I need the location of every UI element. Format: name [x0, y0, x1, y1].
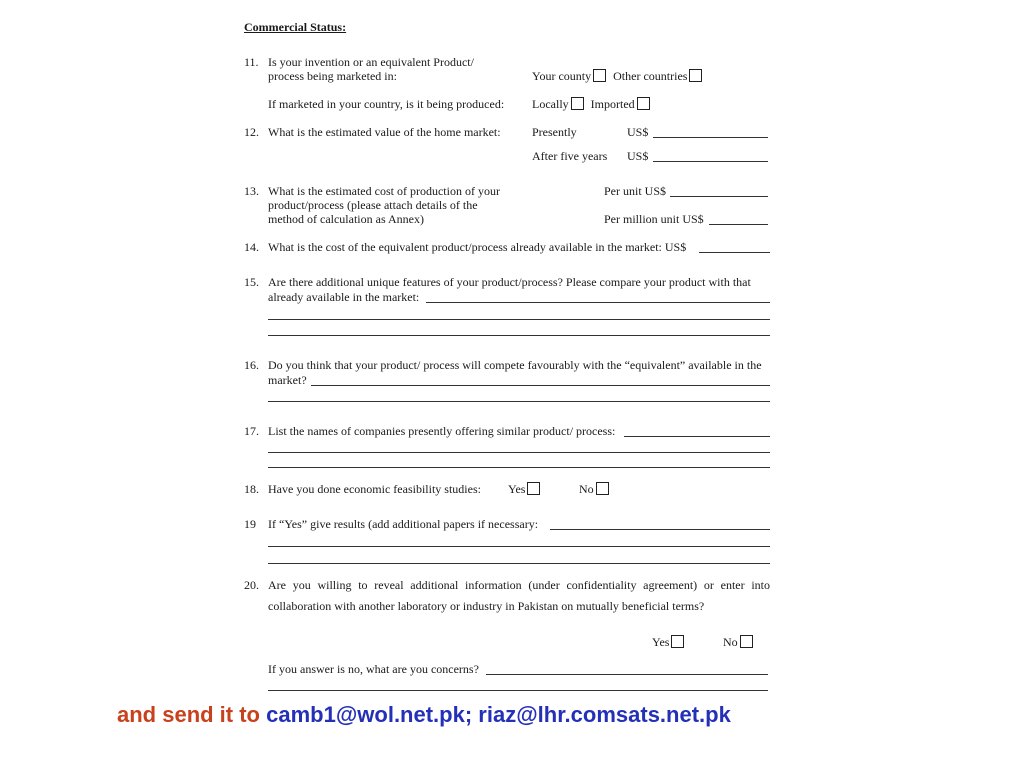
- q15-answer-line[interactable]: [268, 319, 770, 320]
- q19-number: 19: [244, 517, 256, 531]
- q18-no-option: [579, 482, 609, 496]
- other-countries-checkbox[interactable]: [689, 69, 702, 82]
- feasibility-yes-checkbox[interactable]: [527, 482, 540, 495]
- option-label: Your county: [532, 69, 592, 83]
- q16-text-line1: Do you think that your product/ process will compete favourably with the “equivalent” available in the: [268, 358, 762, 372]
- option-label: Other countries: [613, 69, 688, 83]
- q20-number: 20.: [244, 578, 259, 592]
- reveal-no-checkbox[interactable]: [740, 635, 753, 648]
- q11-option-produced: [532, 97, 650, 111]
- q13-text-line2: product/process (please attach details of the: [268, 198, 478, 212]
- concern-answer-line[interactable]: [486, 674, 768, 675]
- q16-answer-line[interactable]: [268, 401, 770, 402]
- q17-text: List the names of companies presently offering similar product/ process:: [268, 424, 616, 438]
- q15-answer-line[interactable]: [268, 335, 770, 336]
- q20-text-line1: Are you willing to reveal additional information (under confidentiality agreement) or enter into: [268, 578, 770, 592]
- option-label: Locally: [532, 97, 569, 111]
- q18-yes-option: [508, 482, 540, 496]
- q20-text-line2: collaboration with another laboratory or industry in Pakistan on mutually beneficial terms?: [268, 599, 705, 613]
- q12-currency-1: US$: [627, 125, 649, 139]
- q12-presently-label: Presently: [532, 125, 577, 139]
- q14-text: What is the cost of the equivalent product/process already available in the market: US$: [268, 240, 687, 254]
- q19-answer-line[interactable]: [268, 546, 770, 547]
- locally-checkbox[interactable]: [571, 97, 584, 110]
- q18-text: Have you done economic feasibility studies:: [268, 482, 481, 496]
- q15-answer-line[interactable]: [426, 302, 770, 303]
- section-heading: Commercial Status:: [244, 20, 347, 34]
- q11-number: 11.: [244, 55, 259, 69]
- q20-no-option: [723, 635, 753, 649]
- q14-number: 14.: [244, 240, 259, 254]
- option-label: No: [579, 482, 594, 496]
- concern-answer-line[interactable]: [268, 690, 768, 691]
- q20-yes-option: [652, 635, 684, 649]
- q17-number: 17.: [244, 424, 259, 438]
- q19-answer-line[interactable]: [268, 563, 770, 564]
- your-county-checkbox[interactable]: [593, 69, 606, 82]
- q16-answer-line[interactable]: [311, 385, 770, 386]
- q20-concern-text: If you answer is no, what are you concerns?: [268, 662, 479, 676]
- q11-text-line1: Is your invention or an equivalent Product/: [268, 55, 474, 69]
- q17-answer-line[interactable]: [268, 452, 770, 453]
- q15-number: 15.: [244, 275, 259, 289]
- option-label: No: [723, 635, 738, 649]
- q19-text: If “Yes” give results (add additional papers if necessary:: [268, 517, 539, 531]
- q16-number: 16.: [244, 358, 259, 372]
- q11-sub-question: If marketed in your country, is it being produced:: [268, 97, 505, 111]
- q16-text-line2: market?: [268, 373, 307, 387]
- q13-text-line1: What is the estimated cost of production of your: [268, 184, 500, 198]
- option-label: Imported: [590, 97, 635, 111]
- per-million-answer-line[interactable]: [709, 224, 768, 225]
- feasibility-no-checkbox[interactable]: [596, 482, 609, 495]
- after-five-years-answer-line[interactable]: [653, 161, 768, 162]
- reveal-yes-checkbox[interactable]: [671, 635, 684, 648]
- q11-text-line2: process being marketed in:: [268, 69, 397, 83]
- q13-number: 13.: [244, 184, 259, 198]
- footer-instruction: [117, 702, 731, 728]
- presently-answer-line[interactable]: [653, 137, 768, 138]
- option-label: Yes: [508, 482, 526, 496]
- footer-email-addresses[interactable]: camb1@wol.net.pk; riaz@lhr.comsats.net.pk: [266, 702, 731, 727]
- q12-after-label: After five years: [532, 149, 608, 163]
- q13-text-line3: method of calculation as Annex): [268, 212, 424, 226]
- footer-prefix: and send it to: [117, 702, 267, 727]
- q14-answer-line[interactable]: [699, 252, 770, 253]
- option-label: Yes: [652, 635, 670, 649]
- q15-text-line2: already available in the market:: [268, 290, 420, 304]
- q13-per-unit-label: Per unit US$: [604, 184, 667, 198]
- q13-per-million-label: Per million unit US$: [604, 212, 704, 226]
- q18-number: 18.: [244, 482, 259, 496]
- q12-text: What is the estimated value of the home market:: [268, 125, 501, 139]
- q19-answer-line[interactable]: [550, 529, 770, 530]
- q12-number: 12.: [244, 125, 259, 139]
- q12-currency-2: US$: [627, 149, 649, 163]
- imported-checkbox[interactable]: [637, 97, 650, 110]
- q15-text-line1: Are there additional unique features of your product/process? Please compare your product with that: [268, 275, 751, 289]
- q11-option-your-county: [532, 69, 702, 83]
- q17-answer-line[interactable]: [268, 467, 770, 468]
- per-unit-answer-line[interactable]: [670, 196, 768, 197]
- q17-answer-line[interactable]: [624, 436, 770, 437]
